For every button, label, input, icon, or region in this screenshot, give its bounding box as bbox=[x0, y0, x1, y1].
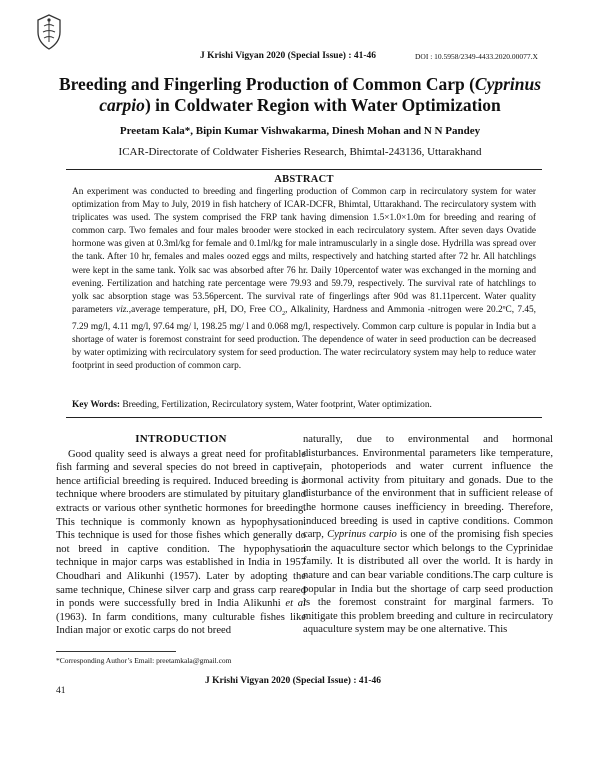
journal-emblem-icon bbox=[36, 14, 62, 50]
body-paragraph: naturally, due to environmental and hormonal disturbances. Environmental parameters like temperature, rain, photoperiods and water current influence the hormonal activity from pituitary and gonads. Due to the disturbance of the environment that in sufficient release of the hormone causes inefficiency in breeding. Therefore, induced breeding is used in captive conditions. Common carp, Cyprinus carpio is one of the promising fish species in the aquaculture sector which belongs to the Cyprinidae family. It is distributed all over the world. It is hardy in nature and can bear variable conditions.The carp culture is popular in India but the shortage of carp seed production is the foremost constraint for marginal farmers. To mitigate this problem breeding and culture in recirculatory aquaculture system may be one alternative. This bbox=[303, 434, 553, 636]
affiliation: ICAR-Directorate of Coldwater Fisheries Research, Bhimtal-243136, Uttarakhand bbox=[118, 146, 482, 158]
corresponding-author-footnote: *Corresponding Author’s Email: preetamkala@gmail.com bbox=[56, 656, 232, 665]
section-heading-introduction: INTRODUCTION bbox=[135, 433, 227, 445]
keywords: Key Words: Breeding, Fertilization, Recirculatory system, Water footprint, Water optimization. bbox=[72, 400, 432, 410]
body-column-left bbox=[56, 433, 306, 638]
body-column-right bbox=[303, 433, 553, 637]
doi-label: DOI : 10.5958/2349-4433.2020.00077.X bbox=[415, 52, 538, 61]
footnote-rule bbox=[56, 651, 176, 652]
paper-title: Breeding and Fingerling Production of Common Carp (Cyprinus carpio) in Coldwater Region with Water Optimization bbox=[58, 74, 542, 115]
abstract-text: An experiment was conducted to breeding and fingerling production of Common carp in recirculatory system for water optimization from May to July, 2019 in fish hatchery of ICAR-DCFR, Bhimtal, Uttarakhand. The recirculatory system with triplicates was used. The system comprised the FRP tank having dimension 1.5×1.0×1.0m for breeding and rearing of common carp. Two females and four males brooder were stocked in each recirculatory system. After seven days Ovatide hormone was given at 0.3ml/kg for female and 0.1ml/kg for male intramuscularly in a single dose. Hydrilla was spread over the tank. After 10 hr, females and males oozed eggs and milts, respectively and hatching started after 72 hr. All hatchlings were kept in the same tank. Yolk sac was absorbed after 76 hr. Daily 10percentof water was exchanged in the morning and evening. Fertilization and hatching rate percentage were 79.93 and 59.79, respectively. The survival rate of hatchlings to yolk sac absorption stage was 53.56percent. The survival rate of fingerlings after 90d was 81.11percent. Water quality parameters viz.,average temperature, pH, DO, Free $CO_2$, Alkalinity, Hardness and Ammonia -nitrogen were 20.2ºC, 7.45, 7.29 mg/l, 4.11 mg/l, 97.64 mg/ l, 198.25 mg/ l and 0.068 mg/l, respectively. Common carp culture is popular in India but a shortage of water is foremost constraint for seed production. The dependence of water in seed production can be decreased by water optimizing with recirculatory system for seed production. The water recirculatory system may help to reduce water footprint in seed production of common carp. bbox=[72, 187, 536, 372]
abstract-box bbox=[66, 169, 542, 418]
author-list: Preetam Kala*, Bipin Kumar Vishwakarma, Dinesh Mohan and N N Pandey bbox=[119, 125, 481, 137]
body-paragraph: Good quality seed is always a great need for profitable fish farming and several species do not breed in captive; hence artificial breeding is required. Induced breeding is a technique where brooders are stimulated by pituitary gland extracts or various other synthetic hormones for breeding. This technique is commonly known as hypophysation. This technique is used for those fishes which generally do not breed in captive condition. The hypophysation technique in major carps was established in India in 1957 Choudhari and Alikunhi (1957). Later by adopting the same technique, Chinese silver carp and grass carp reared in ponds were successfully bred in India Alikunhi et al (1963). In farm conditions, many culturable fishes like Indian major or exotic carps do not breed bbox=[56, 448, 306, 637]
running-footer-journal: J Krishi Vigyan 2020 (Special Issue) : 41-46 bbox=[205, 676, 382, 686]
abstract-heading: ABSTRACT bbox=[274, 174, 334, 185]
page-number: 41 bbox=[56, 686, 66, 696]
running-header-journal: J Krishi Vigyan 2020 (Special Issue) : 41-46 bbox=[200, 51, 377, 61]
